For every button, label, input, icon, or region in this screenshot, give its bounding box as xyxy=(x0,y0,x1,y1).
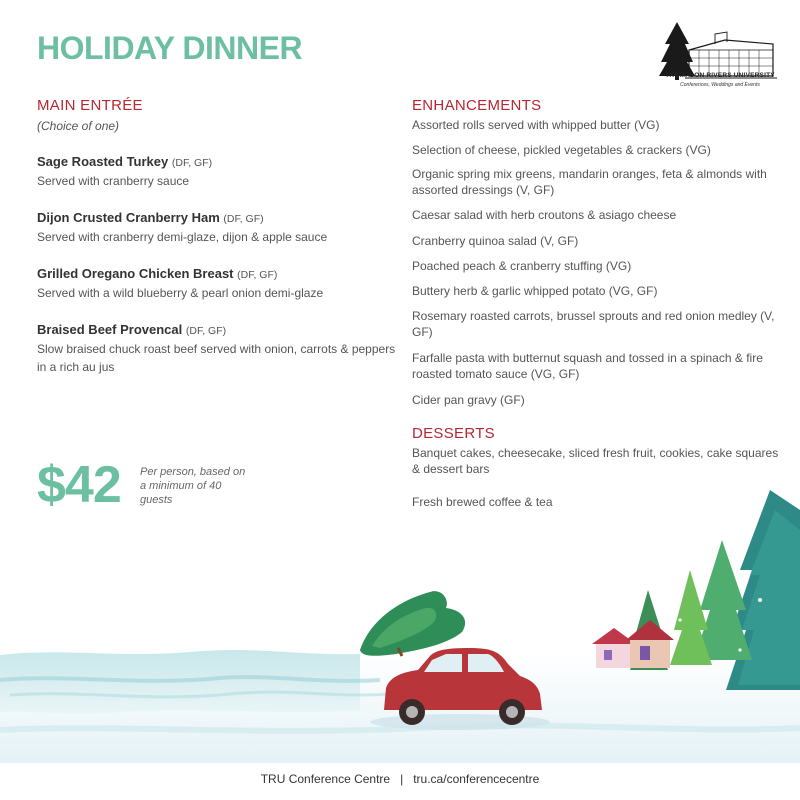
entree-tags: (DF, GF) xyxy=(185,325,227,337)
enhancement-item: Caesar salad with herb croutons & asiago cheese xyxy=(412,208,677,222)
entree-tags: (DF, GF) xyxy=(237,269,278,281)
entree-name: Braised Beef Provencal xyxy=(37,322,183,337)
price-amount: $42 xyxy=(37,456,121,514)
entree-name-line xyxy=(37,153,397,172)
entree-tags: (DF, GF) xyxy=(223,213,264,225)
entree-name: Grilled Oregano Chicken Breast xyxy=(37,266,234,281)
main-entree-note: (Choice of one) xyxy=(37,119,120,133)
entree-name: Dijon Crusted Cranberry Ham xyxy=(37,210,220,225)
entree-tags: (DF, GF) xyxy=(171,157,213,169)
footer-venue: TRU Conference Centre xyxy=(260,772,391,786)
enhancement-item: Farfalle pasta with butternut squash and tossed in a spinach & fire roasted tomato sauce (VG, GF) xyxy=(412,351,763,381)
entree-name: Sage Roasted Turkey xyxy=(37,154,169,169)
dessert-item: Fresh brewed coffee & tea xyxy=(412,495,553,509)
enhancement-item: Organic spring mix greens, mandarin oranges, feta & almonds with assorted dressings (V, GF) xyxy=(412,167,767,197)
entree-description: Served with a wild blueberry & pearl onion demi-glaze xyxy=(37,286,324,300)
logo-name: THOMPSON RIVERS UNIVERSITY xyxy=(665,72,775,79)
logo-subtitle: Conferences, Weddings and Events xyxy=(680,82,760,88)
page-title: HOLIDAY DINNER xyxy=(37,30,303,66)
entree-name-line xyxy=(37,209,397,228)
enhancement-item: Cranberry quinoa salad (V, GF) xyxy=(412,234,579,248)
desserts-heading: DESSERTS xyxy=(412,425,495,442)
price-note: Per person, based on a minimum of 40 guests xyxy=(140,466,246,506)
enhancement-item: Cider pan gravy (GF) xyxy=(412,393,525,407)
entree-item xyxy=(37,153,397,190)
main-entree-heading: MAIN ENTRÉE xyxy=(37,97,143,114)
winter-scene-illustration xyxy=(0,480,800,770)
entree-description: Slow braised chuck roast beef served with onion, carrots & peppers in a rich au jus xyxy=(37,342,396,374)
entree-description: Served with cranberry demi-glaze, dijon & apple sauce xyxy=(37,230,328,244)
entree-description: Served with cranberry sauce xyxy=(37,174,190,188)
footer-website: tru.ca/conferencecentre xyxy=(413,772,540,786)
entree-name-line xyxy=(37,265,397,284)
enhancement-item: Rosemary roasted carrots, brussel sprouts and red onion medley (V, GF) xyxy=(412,309,775,339)
dessert-item: Banquet cakes, cheesecake, sliced fresh fruit, cookies, cake squares & dessert bars xyxy=(412,446,779,476)
entree-item xyxy=(37,321,397,376)
entree-item xyxy=(37,265,397,302)
entree-name-line xyxy=(37,321,397,340)
enhancement-item: Selection of cheese, pickled vegetables & crackers (VG) xyxy=(412,143,711,157)
enhancement-item: Assorted rolls served with whipped butter (VG) xyxy=(412,118,660,132)
footer-separator: | xyxy=(400,772,404,786)
entree-item xyxy=(37,209,397,246)
enhancement-item: Buttery herb & garlic whipped potato (VG, GF) xyxy=(412,284,658,298)
enhancements-heading: ENHANCEMENTS xyxy=(412,97,542,114)
enhancement-item: Poached peach & cranberry stuffing (VG) xyxy=(412,259,632,273)
footer xyxy=(0,772,800,786)
